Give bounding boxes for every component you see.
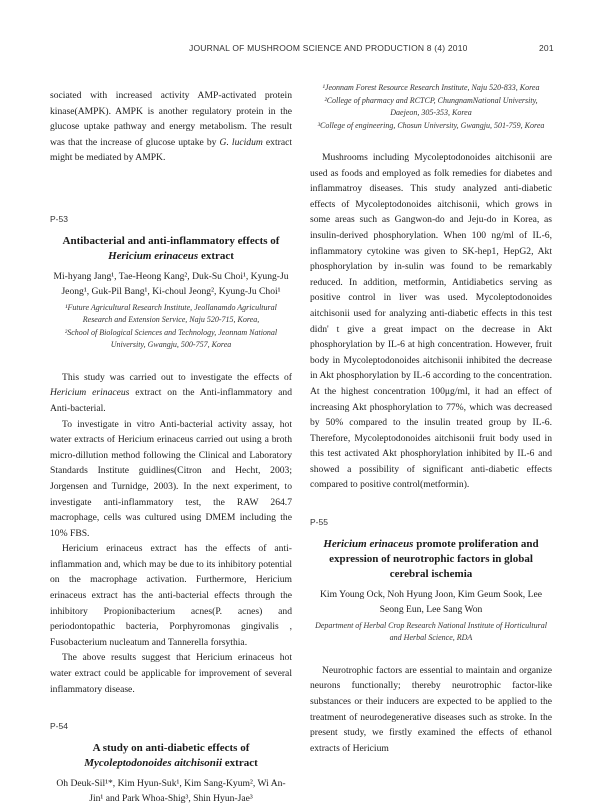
abstract-title-p55: Hericium erinaceus promote proliferation and expression of neurotrophic factors in global cerebral ischemia [323, 537, 539, 580]
affiliation-p54-3: ³College of engineering, Chosun University, Gwangju, 501-759, Korea [317, 120, 545, 130]
body-paragraph: Neurotrophic factors are essential to maintain and organize neurons functionally; thereby neurotrophic factor-like substances or their inducers are expected to be applied to the treatment of neurodegenerative diseases such as stroke. In the present study, we firstly examined the effects of ethanol extracts of Hericium [310, 664, 552, 754]
authors-p53: Mi-hyang Jang¹, Tae-Heong Kang², Duk-Su Choi¹, Kyung-Ju Jeong¹, Guk-Pil Bang¹, Ki-choul Jeong², Kyung-Ju Choi¹ [53, 270, 289, 298]
body-paragraph: The above results suggest that Hericium erinaceus hot water extract could be applicable for improvement of several inflammatory disease. [50, 652, 292, 695]
abstract-code-p55: P-55 [310, 517, 328, 528]
authors-p54: Oh Deuk-Sil¹*, Kim Hyun-Suk¹, Kim Sang-Kyum², Wi An-Jin¹ and Park Whoa-Shig³, Shin Hyun-Jae³ [56, 777, 286, 805]
body-paragraph: This study was carried out to investigate the effects of Hericium erinaceus extract on the Anti-inflammatory and Anti-bacterial. [50, 371, 292, 414]
abstract-code-p54: P-54 [50, 721, 68, 732]
continuation-paragraph: sociated with increased activity AMP-activated protein kinase(AMPK). AMPK is another regulatory protein in the glucose uptake pathway and energy metabolism. The result was that the increase of glucose uptake by G. lucidum extract might be mediated by AMPK. [50, 90, 292, 164]
affiliation-p54-2: ²College of pharmacy and RCTCP, ChungnamNational University, Daejeon, 305-353, Korea [324, 95, 538, 117]
affiliation-p55: Department of Herbal Crop Research National Institute of Horticultural and Herbal Science, RDA [315, 620, 547, 643]
abstract-title-p53: Antibacterial and anti-inflammatory effects of Hericium erinaceus extract [62, 234, 280, 262]
journal-title: JOURNAL OF MUSHROOM SCIENCE AND PRODUCTION 8 (4) 2010 [189, 43, 468, 53]
authors-p55: Kim Young Ock, Noh Hyung Joon, Kim Geum Sook, Lee Seong Eun, Lee Sang Won [320, 588, 542, 616]
affiliation-p53-2: ²School of Biological Sciences and Technology, Jeonnam National University, Gwangju, 500-757, Korea [64, 327, 278, 350]
abstract-title-p54: A study on anti-diabetic effects of Mycoleptodonoides aitchisonii extract [84, 741, 258, 769]
left-column [50, 88, 292, 807]
body-paragraph: Mushrooms including Mycoleptodonoides aitchisonii are used as foods and employed as folk remedies for diabetes and inflammatroy diseases. This study analyzed anti-diabetic effects of Mycoleptodonoides aitchisonii, which grows in some areas such as Gangwon-do and Jeju-do in Korea, as insulin-derived phosphorylation. When 100 ng/ml of IL-6, inflammatory cytokine was given to SK-hep1, HepG2, Akt phosphorylation by in-sulin was found to be remarkably reduced. In addition, metformin, Antidiabetics serving as positive control in liver was used. Mycoleptodonoides aitchisonii used for analyzing anti-diabetic effects in this test didn' t give a great impact on the decrease in Akt phosphorylation by IL-6 at high concentration. However, fruit body in Mycoleptodonoides aitchisonii inhibited the decrease in Akt phosphorylation by IL-6 according to the concentration. At the highest concentration 100μg/ml, it had an effect of increasing Akt phosphorylation to 77%, which was decreased by 50% compared to the insulin treated group by IL-6. Therefore, Mycoleptodonoides aitchisonii fruit body used in this test activated Akt phosphorylation inhibited by IL-6 and showed a possibility of significant anti-diabetic effects compared to positive control(metformin). [310, 152, 552, 491]
abstract-code-p53: P-53 [50, 213, 68, 224]
body-paragraph: To investigate in vitro Anti-bacterial activity assay, hot water extracts of Hericium erinaceus carried out using a broth micro-dillution method following the Clinical and Laboratory Standards Institute guidlines(Citron and Hecht, 2003; Jorgensen and Turnidge, 2003). In the next experiment, to investigate anti-inflammatory test, the RAW 264.7 macrophage, cells was cultured using DMEM including the 10% FBS. [50, 418, 292, 539]
body-paragraph: Hericium erinaceus extract has the effects of anti-inflammation and, which may be due to its inhibitory potential on the macrophage activation. Furthermore, Hericium erinaceus extract has the anti-bacterial effects through the inhibitory Propionibacterium acnes(P. acnes) and periodontopathic bacteria, Porphyromonas gingivalis , Fusobacterium nucleatum and Tannerella forsythia. [50, 543, 292, 648]
right-column [310, 82, 552, 756]
page-number: 201 [539, 43, 554, 53]
affiliation-p53-1: ¹Future Agricultural Research Institute, Jeollanamdo Agricultural Research and Extension Service, Naju 520-715, Korea, [65, 302, 277, 325]
affiliation-p54-1: ¹Jeonnam Forest Resource Research Institute, Naju 520-833, Korea [322, 83, 540, 92]
